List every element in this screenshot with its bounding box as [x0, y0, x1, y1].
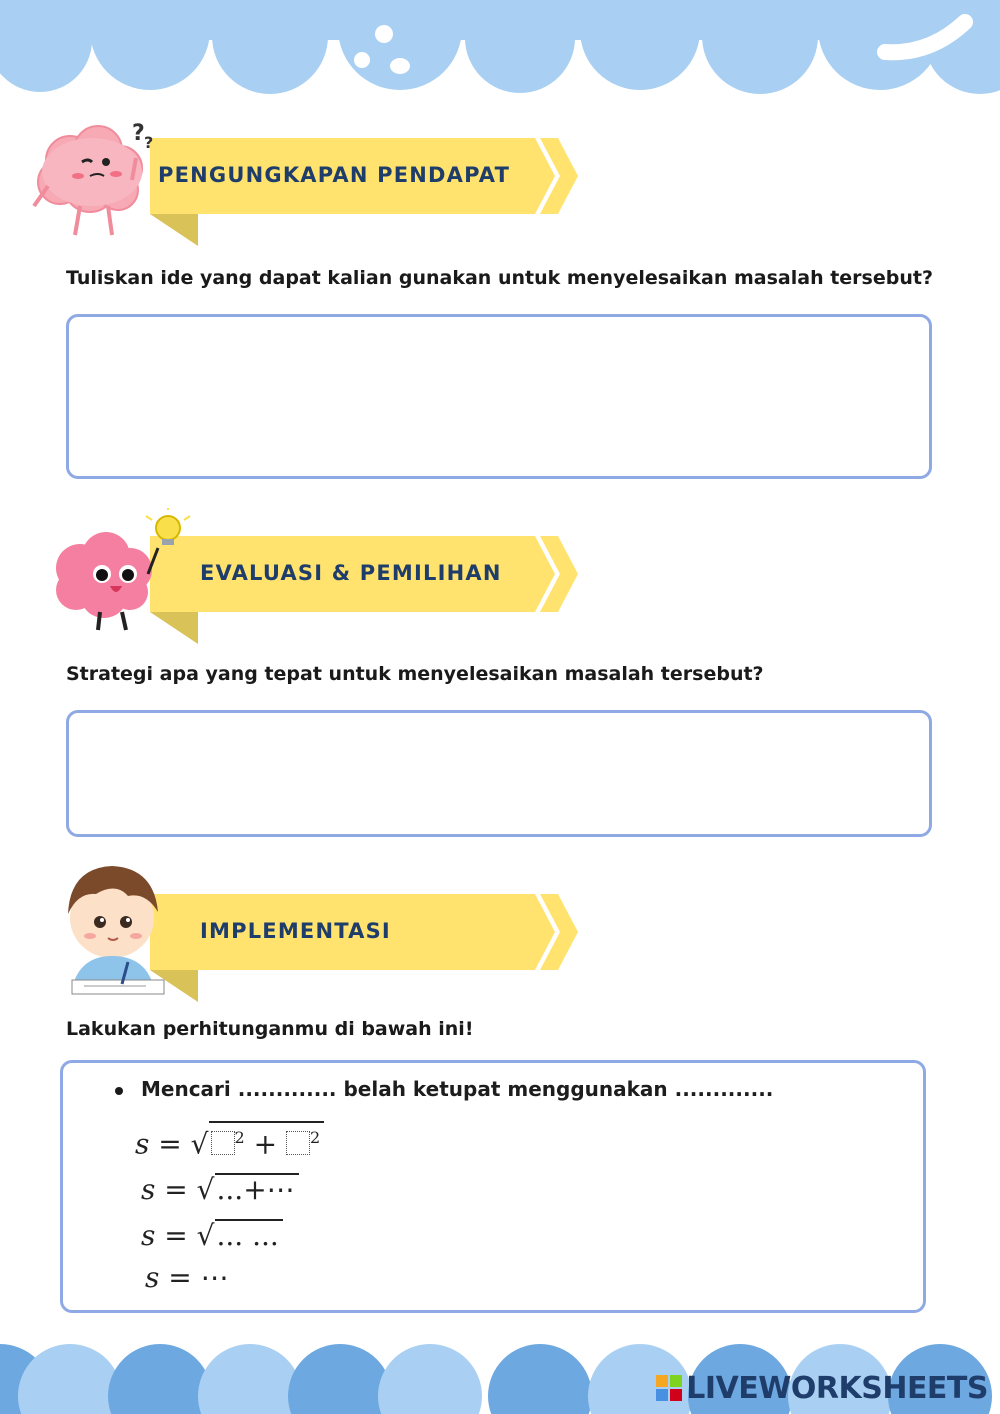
formula-line-3: s = √... ...	[141, 1219, 283, 1252]
section-title: IMPLEMENTASI	[200, 919, 391, 943]
answer-input-ide[interactable]	[69, 317, 929, 476]
section-title: PENGUNGKAPAN PENDAPAT	[158, 163, 511, 187]
placeholder-box[interactable]	[286, 1131, 310, 1155]
brain-lightbulb-icon	[40, 508, 200, 643]
liveworksheets-brand	[656, 1370, 988, 1406]
bullet-instruction	[115, 1077, 773, 1101]
radical-2: ...+⋯	[215, 1173, 299, 1205]
banner-pengungkapan	[20, 110, 600, 220]
boy-writing-icon	[50, 856, 180, 1001]
bullet-text: Mencari ............. belah ketupat menggunakan .............	[141, 1077, 774, 1101]
bullet-dot	[115, 1087, 123, 1095]
radical-1: $^2$ + $^2$	[209, 1121, 325, 1159]
liveworksheets-logo-icon	[656, 1375, 682, 1401]
formula-line-2: s = √...+⋯	[141, 1173, 299, 1206]
banner-implementasi	[20, 866, 600, 976]
section-title: EVALUASI & PEMILIHAN	[200, 561, 502, 585]
formula-line-1: s = √ $^2$ + $^2$	[135, 1121, 324, 1160]
question-text: Lakukan perhitunganmu di bawah ini!	[66, 1018, 474, 1040]
svg-text:?: ?	[132, 121, 145, 146]
top-cloud-decoration	[0, 0, 1000, 110]
radical-3: ... ...	[215, 1219, 283, 1251]
answer-box-ide	[66, 314, 932, 479]
placeholder-box[interactable]	[211, 1131, 235, 1155]
answer-input-strategi[interactable]	[69, 713, 929, 834]
answer-box-strategi	[66, 710, 932, 837]
banner-evaluasi	[20, 508, 600, 618]
brand-name: LIVEWORKSHEETS	[686, 1370, 988, 1406]
thinking-brain-icon	[20, 110, 170, 245]
question-text: Tuliskan ide yang dapat kalian gunakan untuk menyelesaikan masalah tersebut?	[66, 267, 933, 289]
svg-text:?: ?	[144, 133, 154, 152]
question-text: Strategi apa yang tepat untuk menyelesaikan masalah tersebut?	[66, 663, 764, 685]
calculation-box	[60, 1060, 926, 1313]
formula-line-4: s = ⋯	[145, 1261, 229, 1294]
